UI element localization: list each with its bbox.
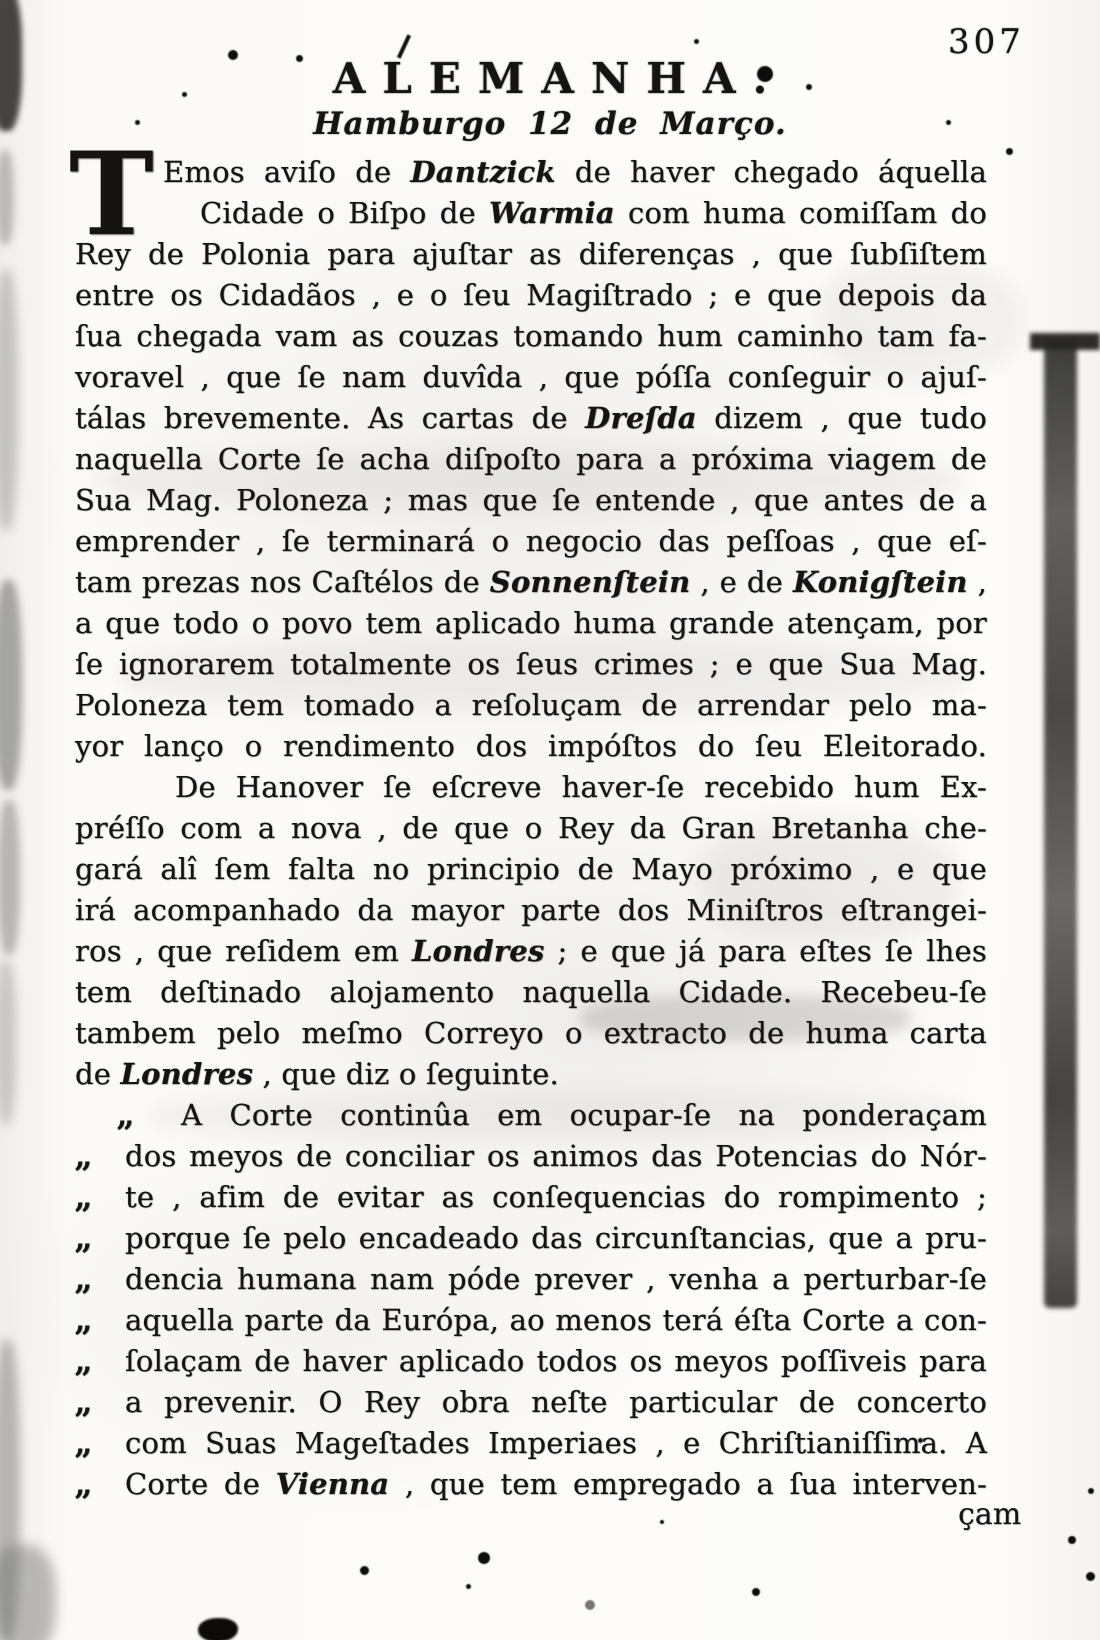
text-line [75,1423,987,1464]
text-segment: tem deſtinado alojamento naquella Cidade. Recebeu-ſe [75,975,987,1009]
adjacent-page-edge [1044,342,1077,1308]
text-segment: yor lanço o rendimento dos impóſtos do ſeu Eleitorado. [75,729,987,763]
text-line [75,726,987,767]
quote-mark: ,, [75,1426,90,1460]
text-segment: tam prezas nos Caſtélos de [75,565,490,599]
text-segment: De Hanover ſe eſcreve haver-ſe recebido hum Ex- [175,770,987,804]
text-line [75,1136,987,1177]
paragraph [75,152,987,767]
quote-mark: ,, [75,1385,90,1419]
text-segment: de [75,1057,121,1091]
quote-mark: ,, [75,1467,90,1501]
drop-cap: T [69,127,154,261]
text-segment: dos meyos de conciliar os animos das Potencias do Nór- [125,1139,987,1173]
text-segment: ros , que reſidem em [75,934,412,968]
text-segment: dencia humana nam póde prever , venha a perturbar-ſe [125,1262,987,1296]
text-line [75,603,987,644]
text-segment: Corte de [125,1467,276,1501]
emphasized-name: Warmia [489,196,615,230]
text-line [75,972,987,1013]
edge-smudge [0,270,18,530]
ink-spot [1088,1488,1094,1494]
text-segment: aquella parte da Európa, ao menos terá éſta Corte a con- [125,1303,987,1337]
ink-spot [585,1600,595,1610]
text-segment: entre os Cidadãos , e o ſeu Magiſtrado ; e que depois da [75,278,987,312]
text-line [75,1218,987,1259]
text-segment: tambem pelo meſmo Correyo o extracto de huma carta [75,1016,987,1050]
text-line [75,398,987,439]
emphasized-name: Dantzick [410,155,556,189]
text-segment: ſolaçam de haver aplicado todos os meyos poſſiveis para [125,1344,987,1378]
ink-spot [1068,1536,1076,1544]
quote-mark: ,, [75,1221,90,1255]
ink-spot [1006,148,1013,155]
text-segment: voravel , que ſe nam duvîda , que póſſa conſeguir o ajuſ- [75,360,987,394]
text-line [75,808,987,849]
ink-spot [660,1520,664,1524]
text-line [75,275,987,316]
text-line [75,1013,987,1054]
text-segment: Emos aviſo de [163,155,411,189]
text-segment: ſe ignorarem totalmente os ſeus crimes ; e que Sua Mag. [75,647,987,681]
emphasized-name: Londres [411,934,545,968]
text-line [75,685,987,726]
text-line [75,890,987,931]
text-segment: , que diz o ſeguinte. [253,1057,559,1091]
text-line [75,931,987,972]
text-line [75,1300,987,1341]
text-line [75,1464,987,1505]
text-segment: emprender , ſe terminará o negocio das peſſoas , que eſ- [75,524,987,558]
text-segment: tálas brevemente. As cartas de [75,401,586,435]
ink-spot [478,1552,490,1564]
text-line [75,1259,987,1300]
quote-mark: ,, [75,1262,90,1296]
catchword: çam [958,1497,1022,1532]
edge-smudge [0,150,14,245]
paragraph [75,1095,987,1505]
quote-mark: ,, [75,1180,90,1214]
text-segment: Sua Mag. Poloneza ; mas que ſe entende , que antes de a [75,483,987,517]
text-line [75,357,987,398]
text-segment: de haver chegado áquella [555,155,987,189]
quote-mark: ,, [75,1139,90,1173]
text-segment: préſſo com a nova , de que o Rey da Gran Bretanha che- [75,811,987,845]
quote-mark: ,, [75,1344,90,1378]
edge-smudge [0,1545,56,1640]
ink-spot [1086,1572,1095,1581]
text-segment: A Corte continûa em ocupar-ſe na ponderaçam [181,1098,987,1132]
text-segment: com Suas Mageſtades Imperiaes , e Chriſtianiſſima. A [125,1426,987,1460]
text-segment: Poloneza tem tomado a reſoluçam de arrendar pelo ma- [75,688,987,722]
text-line [75,316,987,357]
text-line [75,1382,987,1423]
text-segment: Cidade o Biſpo de [200,196,490,230]
page-number: 307 [948,22,1025,62]
emphasized-name: Konigſtein [792,565,968,599]
text-segment: , e de [690,565,793,599]
text-line [75,1054,987,1095]
quote-mark: ,, [75,1303,90,1337]
text-line [75,1177,987,1218]
ink-spot [360,1566,369,1575]
text-line [75,193,987,234]
text-line [75,849,987,890]
text-line [75,562,987,603]
emphasized-name: Sonnenſtein [489,565,691,599]
section-title: ALEMANHA. [332,54,785,103]
ink-spot [466,1584,471,1589]
text-segment: , [967,565,987,599]
quote-mark: ,, [117,1098,132,1132]
text-line [75,439,987,480]
text-segment: ſua chegada vam as couzas tomando hum caminho tam fa- [75,319,987,353]
paragraph [75,767,987,1095]
text-line [75,1095,987,1136]
text-segment: Rey de Polonia para ajuſtar as diferenças , que ſubſiſtem [75,237,987,271]
text-segment: naquella Corte ſe acha diſpoſto para a próxima viagem de [75,442,987,476]
emphasized-name: Dreſda [585,401,697,435]
text-line [75,767,987,808]
dateline: Hamburgo 12 de Março. [313,106,787,142]
edge-smudge [0,580,22,790]
text-line [75,480,987,521]
text-segment: ; e que já para eſtes ſe lhes [544,934,987,968]
text-segment: gará alî ſem falta no principio de Mayo próximo , e que [75,852,987,886]
text-segment: porque ſe pelo encadeado das circunſtancias, que a pru- [125,1221,987,1255]
text-line [75,521,987,562]
text-line [75,1341,987,1382]
text-segment: a prevenir. O Rey obra neſte particular de concerto [125,1385,987,1419]
text-segment: com huma comiſſam do [614,196,987,230]
text-segment: a que todo o povo tem aplicado huma grande atençam, por [75,606,987,640]
ink-spot [752,1588,760,1596]
edge-smudge [0,960,16,1125]
emphasized-name: Londres [120,1057,254,1091]
ink-spot [694,39,699,44]
text-segment: , que tem empregado a ſua interven- [389,1467,987,1501]
text-segment: dizem , que tudo [696,401,987,435]
text-line [75,644,987,685]
text-segment: irá acompanhado da mayor parte dos Miniſtros eſtrangei- [75,893,987,927]
emphasized-name: Vienna [275,1467,390,1501]
text-line [75,234,987,275]
text-column [69,127,987,1505]
text-segment: te , afim de evitar as conſequencias do rompimento ; [125,1180,987,1214]
ink-blot [198,1618,238,1640]
edge-smudge [0,800,20,955]
text-line [75,152,987,193]
